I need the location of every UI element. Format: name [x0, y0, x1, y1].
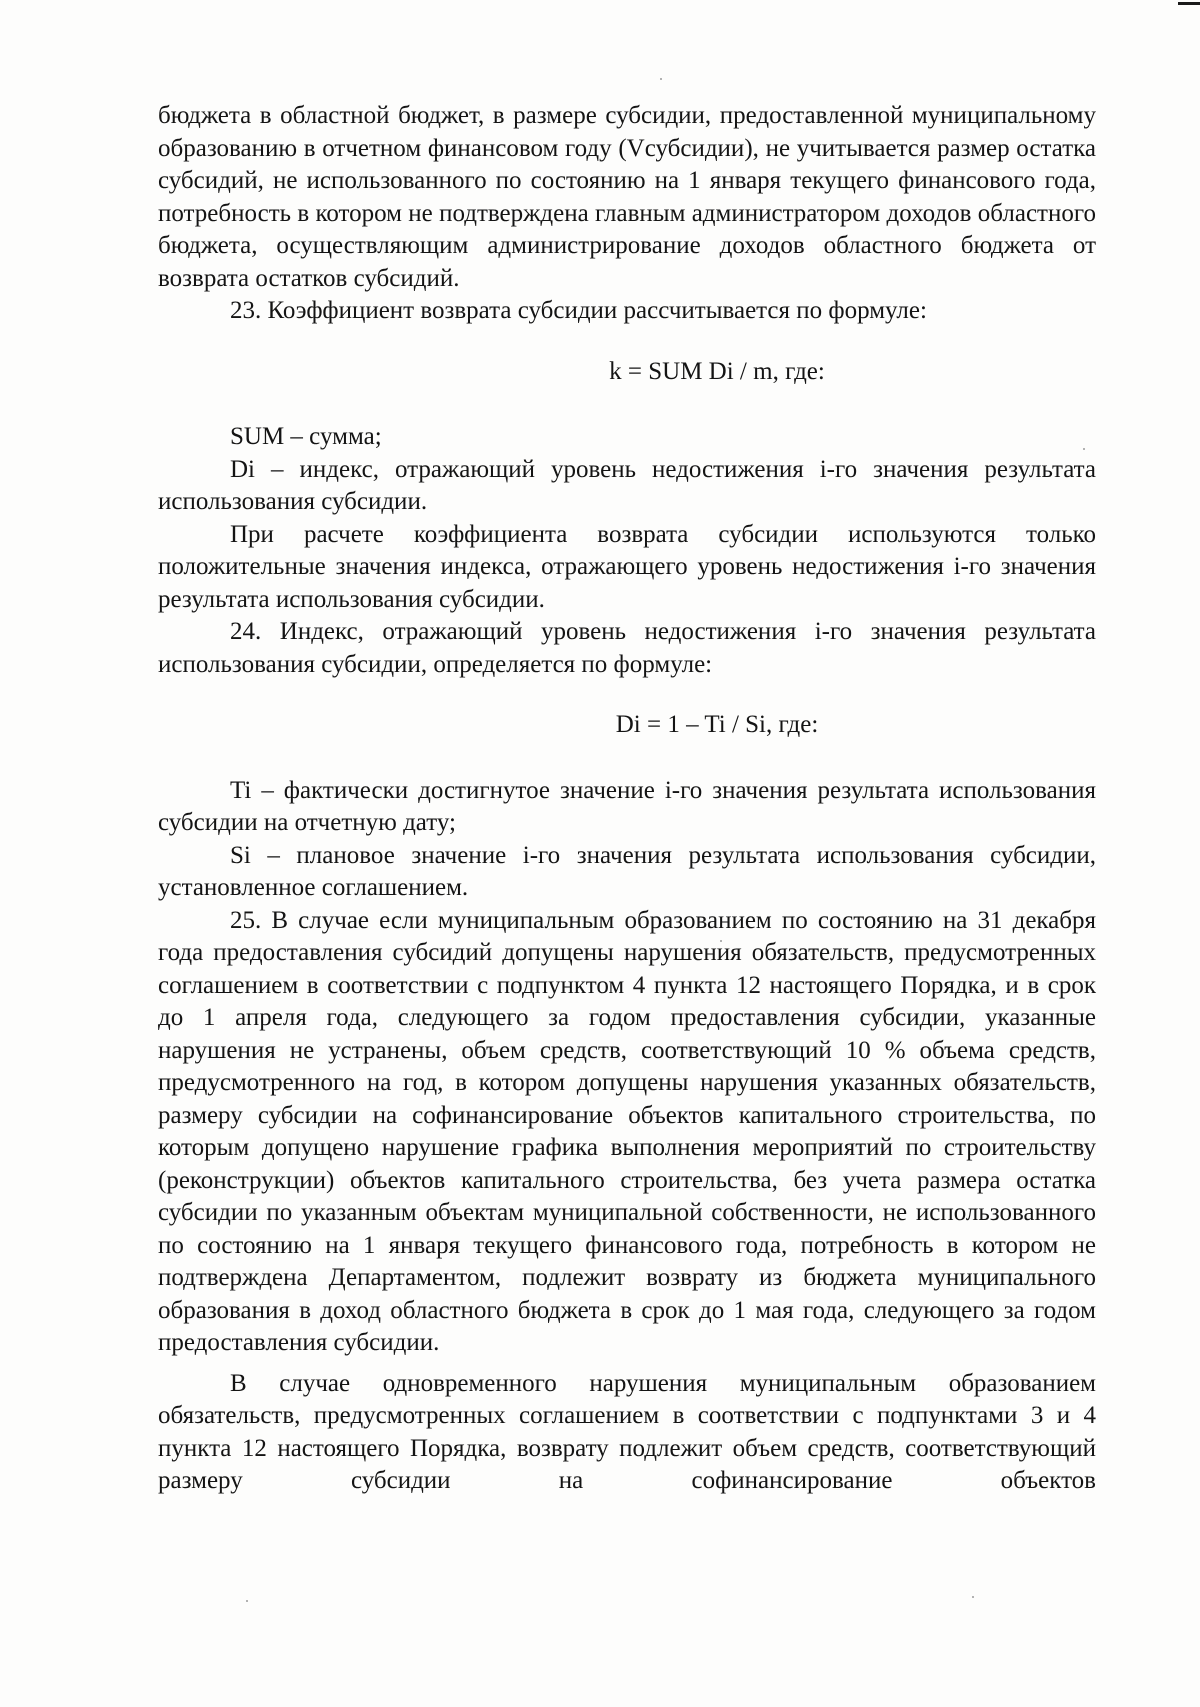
- paragraph-24: 24. Индекс, отражающий уровень недостижения i-го значения результата использования субсидии, определяется по формуле:: [158, 618, 1096, 678]
- definition-di: Di – индекс, отражающий уровень недостижения i-го значения результата использования субсидии.: [158, 455, 1096, 515]
- paragraph-25: 25. В случае если муниципальным образованием по состоянию на 31 декабря года предоставления субсидий допущены нарушения обязательств, предусмотренных соглашением в соответствии с подпунктом 4 пункта 12 настоящего Порядка, и в срок до 1 апреля года, следующего за годом предоставления субсидии, указанные нарушения не устранены, объем средств, соответствующий 10 % объема средств, предусмотренного на год, в котором допущены нарушения указанных обязательств, размеру субсидии на софинансирование объектов капитального строительства, по которым допущено нарушение графика выполнения мероприятий по строительству (реконструкции) объектов капитального строительства, без учета размера остатка субсидии по указанным объектам муниципальной собственности, не использованного по состоянию на 1 января текущего финансового года, потребность в котором не подтверждена Департаментом, подлежит возврату из бюджета муниципального образования в доход областного бюджета в срок до 1 мая года, следующего за годом предоставления субсидии.: [158, 906, 1096, 1356]
- spacer: [158, 681, 1096, 709]
- document-body: [158, 100, 1096, 1498]
- spacer: [158, 328, 1096, 356]
- definition-ti: Ti – фактически достигнутое значение i-го значения результата использования субсидии на отчетную дату;: [158, 776, 1096, 836]
- scan-speck: [972, 1596, 974, 1598]
- scan-speck: [246, 1600, 248, 1602]
- paragraph-23: 23. Коэффициент возврата субсидии рассчитывается по формуле:: [230, 297, 927, 324]
- paragraph-simultaneous-violation: В случае одновременного нарушения муниципальным образованием обязательств, предусмотренных соглашением в соответствии с подпунктами 3 и 4 пункта 12 настоящего Порядка, возврату подлежит объем средств, соответствующий размеру субсидии на софинансирование объектов: [158, 1369, 1096, 1494]
- scan-edge-mark: [1178, 2, 1200, 5]
- paragraph-intro: бюджета в областной бюджет, в размере субсидии, предоставленной муниципальному образованию в отчетном финансовом году (Vсубсидии), не учитывается размер остатка субсидий, не использованного по состоянию на 1 января текущего финансового года, потребность в котором не подтверждена главным администратором доходов областного бюджета, осуществляющим администрирование доходов областного бюджета от возврата остатков субсидий.: [158, 102, 1096, 292]
- scan-speck: [660, 78, 662, 80]
- paragraph-positive-values: При расчете коэффициента возврата субсидии используются только положительные значения индекса, отражающего уровень недостижения i-го значения результата использования субсидии.: [158, 520, 1096, 613]
- spacer: [158, 388, 1096, 421]
- formula-k: k = SUM Di / m, где:: [609, 357, 825, 385]
- definition-si: Si – плановое значение i-го значения результата использования субсидии, установленное соглашением.: [158, 841, 1096, 901]
- spacer: [158, 742, 1096, 775]
- definition-sum: SUM – сумма;: [230, 423, 382, 450]
- formula-di: Di = 1 – Ti / Si, где:: [615, 711, 819, 738]
